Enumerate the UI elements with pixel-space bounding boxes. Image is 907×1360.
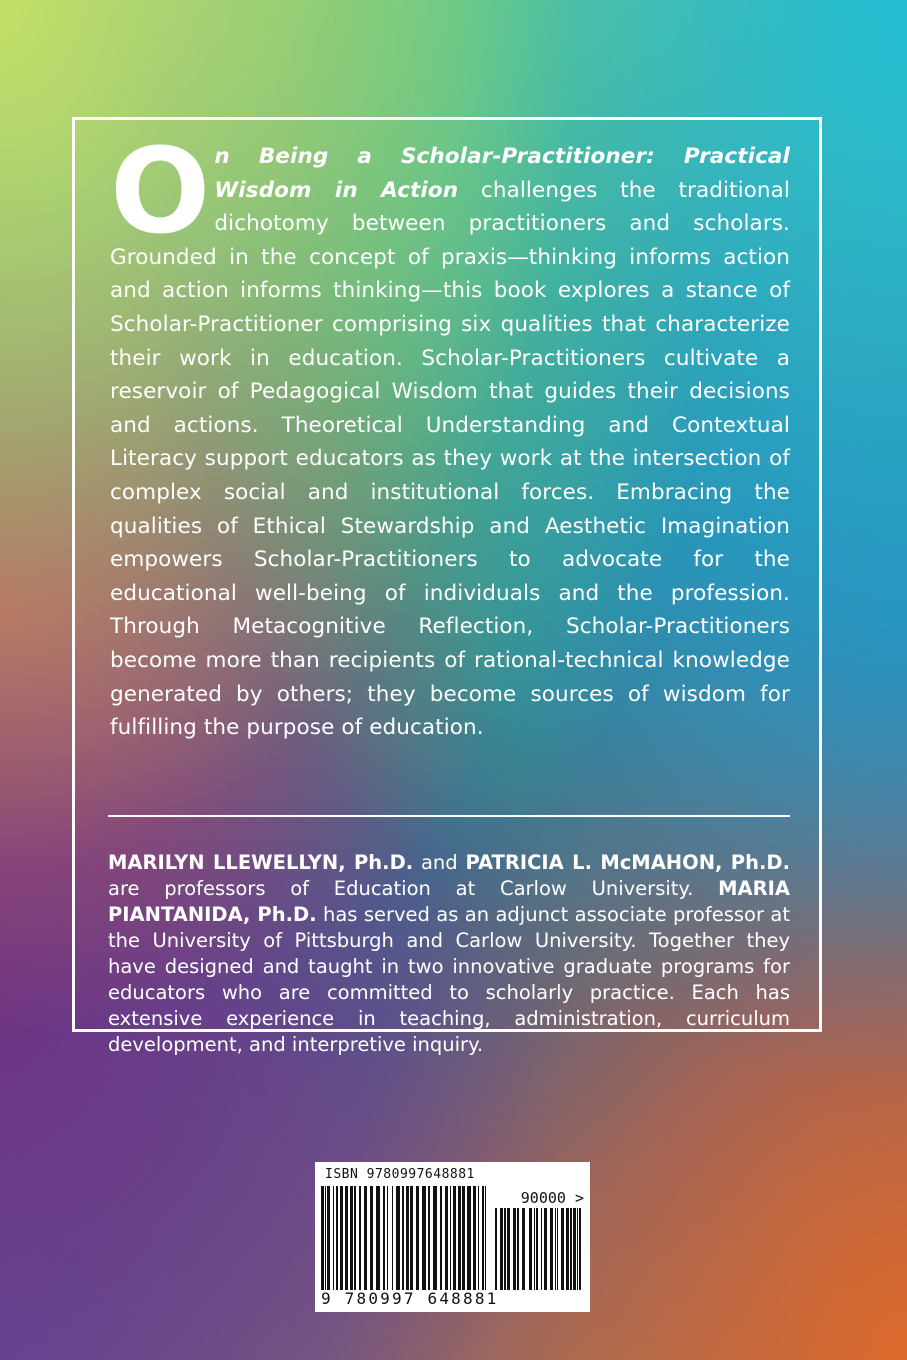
barcode-bar	[561, 1208, 564, 1290]
barcode-bar	[467, 1186, 471, 1290]
isbn-barcode	[315, 1162, 590, 1312]
barcode-bar	[453, 1186, 456, 1290]
bio-and: and	[413, 851, 466, 874]
barcode-bar	[534, 1208, 535, 1290]
barcode-bars-addon	[495, 1208, 583, 1290]
barcode-bar	[541, 1208, 542, 1290]
barcode-bar	[544, 1208, 547, 1290]
barcode-bar	[573, 1208, 576, 1290]
barcode-bar	[336, 1186, 338, 1290]
barcode-bar	[450, 1186, 451, 1290]
barcode-bar	[570, 1208, 572, 1290]
bio-text-1: are professors of Education at Carlow University.	[108, 877, 719, 900]
isbn-label: ISBN 9780997648881	[325, 1167, 475, 1182]
barcode-bar	[445, 1186, 448, 1290]
barcode-bar	[473, 1186, 476, 1290]
bio-text-2: has served as an adjunct associate professor at the University of Pittsburgh and Carlow University. Together they have designed and taught in two innovative graduate programs for educators who are committed to scholarly practice. Each has extensive experience in teaching, administration, curriculum development, and interpretive inquiry.	[108, 903, 790, 1056]
barcode-bar	[333, 1186, 334, 1290]
barcode-bar	[529, 1208, 532, 1290]
barcode-bar	[396, 1186, 400, 1290]
barcode-bar	[579, 1208, 581, 1290]
barcode-bar	[507, 1208, 510, 1290]
barcode-bar	[416, 1186, 419, 1290]
book-blurb	[110, 122, 790, 745]
barcode-bars-main	[321, 1186, 489, 1290]
barcode-bar	[513, 1208, 516, 1290]
barcode-bar	[517, 1208, 519, 1290]
barcode-bar	[345, 1186, 348, 1290]
barcode-bar	[428, 1186, 430, 1290]
barcode-bar	[433, 1186, 437, 1290]
barcode-bar	[370, 1186, 373, 1290]
barcode-bar	[577, 1208, 578, 1290]
barcode-bar	[350, 1186, 353, 1290]
author-name-3: MARIA PIANTANIDA, Ph.D.	[108, 877, 790, 926]
barcode-bar	[325, 1186, 326, 1290]
barcode-bar	[392, 1186, 393, 1290]
barcode-bar	[340, 1186, 343, 1290]
barcode-bar	[440, 1186, 442, 1290]
barcode-bar	[406, 1186, 409, 1290]
barcode-bar	[376, 1186, 380, 1290]
barcode-bar	[410, 1186, 413, 1290]
barcode-bar	[550, 1208, 553, 1290]
barcode-bar	[478, 1186, 479, 1290]
author-name-2: PATRICIA L. McMAHON, Ph.D.	[465, 851, 790, 874]
barcode-bar	[327, 1186, 330, 1290]
barcode-bar	[354, 1186, 356, 1290]
author-name-1: MARILYN LLEWELLYN, Ph.D.	[108, 851, 414, 874]
barcode-bar	[536, 1208, 538, 1290]
book-title: n Being a Scholar-Practitioner: Practical Wisdom in Action	[214, 144, 790, 203]
barcode-bar	[383, 1186, 385, 1290]
barcode-bar	[482, 1186, 484, 1290]
barcode-bar	[402, 1186, 404, 1290]
barcode-bar	[566, 1208, 569, 1290]
drop-cap: O	[110, 122, 211, 260]
barcode-bar	[485, 1186, 486, 1290]
barcode-bar	[321, 1186, 324, 1290]
barcode-bar	[555, 1208, 556, 1290]
barcode-bar	[364, 1186, 367, 1290]
price-code: 90000 >	[520, 1189, 584, 1207]
barcode-bar	[458, 1186, 461, 1290]
barcode-bar	[422, 1186, 426, 1290]
author-bio	[108, 850, 790, 1058]
blurb-body: challenges the traditional dichotomy between practitioners and scholars. Grounded in the concept of praxis—thinking informs action and action informs thinking—this book explores a stance of Scholar-Practitioner comprising six qualities that characterize their work in education. Scholar-Practitioners cultivate a reservoir of Pedagogical Wisdom that guides their decisions and actions. Theoretical Understanding and Contextual Literacy support educators as they work at the intersection of complex social and institutional forces. Embracing the qualities of Ethical Stewardship and Aesthetic Imagination empowers Scholar-Practitioners to advocate for the educational well-being of individuals and the profession. Through Metacognitive Reflection, Scholar-Practitioners become more than recipients of rational-technical knowledge generated by others; they become sources of wisdom for fulfilling the purpose of education.	[110, 177, 790, 741]
barcode-bar	[500, 1208, 503, 1290]
barcode-bar	[557, 1208, 558, 1290]
isbn-digits: 9 780997 648881	[321, 1289, 499, 1308]
divider-rule	[108, 815, 790, 817]
barcode-bar	[504, 1208, 506, 1290]
barcode-bar	[462, 1186, 465, 1290]
barcode-bar	[495, 1208, 497, 1290]
barcode-bar	[387, 1186, 388, 1290]
barcode-bar	[359, 1186, 361, 1290]
barcode-bar	[522, 1208, 525, 1290]
